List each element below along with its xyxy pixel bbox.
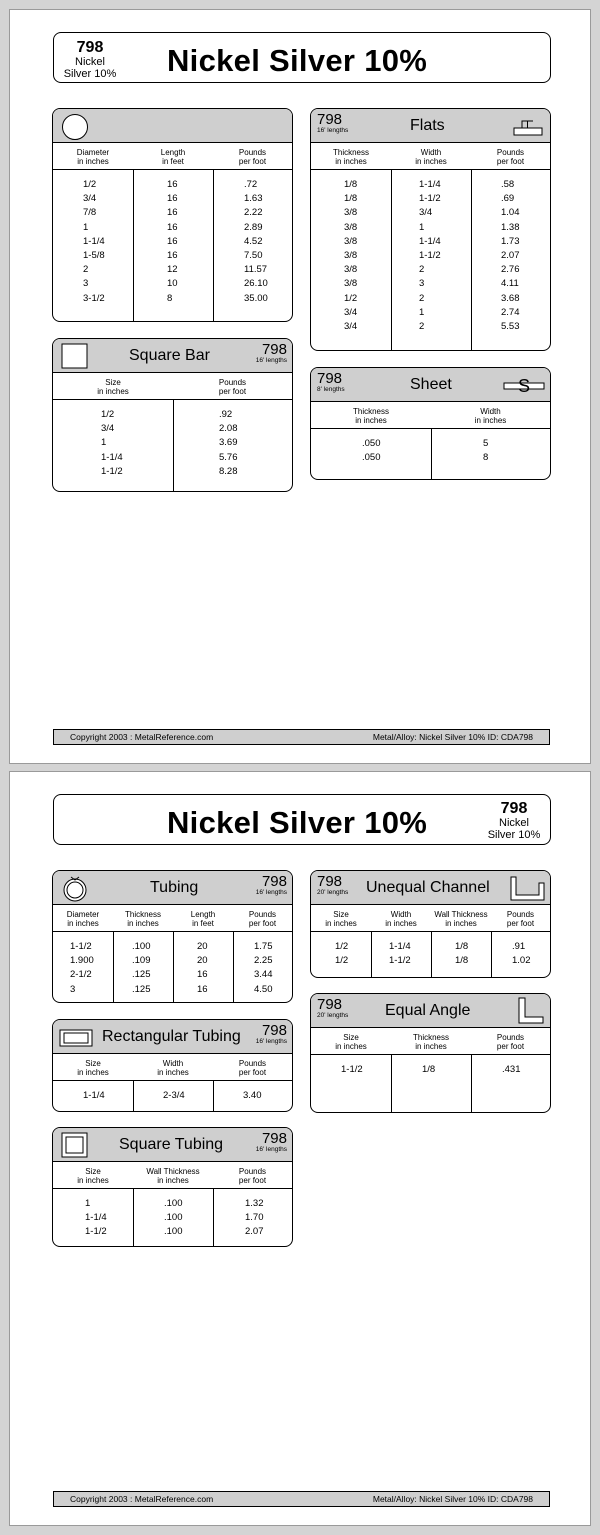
page-title: Nickel Silver 10% [167,805,428,840]
angle-icon [518,997,545,1025]
flat-bar-icon [513,118,543,138]
table-cell: 2.22 [244,207,263,219]
unequal-channel-col-size [311,932,371,977]
square-bar-col-size [53,400,173,491]
table-cell: .431 [502,1064,521,1075]
table-cell: 2-1/2 [70,969,92,981]
square-bar-id: 798 [261,341,287,358]
rectangular-tubing-card [52,1019,293,1112]
unequal-channel-col-pounds [491,932,550,977]
footer-copyright: Copyright 2003 : MetalReference.com [70,732,214,742]
col-header-diameter: Diameter in inches [66,910,100,928]
footer-alloy-id: Metal/Alloy: Nickel Silver 10% ID: CDA798 [372,1494,533,1504]
table-cell: 3/4 [101,423,115,435]
flats-table-body [311,170,550,350]
flats-col-thickness [311,170,391,350]
table-cell: 3 [83,278,89,290]
sheet-column-headers [311,403,550,429]
col-header-diameter: Diameter in inches [76,148,110,166]
alloy-name-line2: Silver 10% [487,829,541,841]
col-header-wall-thickness: Wall Thickness in inches [434,910,488,928]
rounds-column-headers [53,144,292,170]
table-cell: 2 [419,264,425,276]
square-bar-icon [61,343,89,370]
table-cell: 3.44 [254,969,273,981]
rounds-card-header [53,109,292,143]
col-header-pounds: Pounds per foot [238,148,267,166]
channel-icon [510,875,546,902]
flats-card-header [311,109,550,143]
tubing-col-thickness [113,932,173,1002]
rounds-col-pounds [213,170,292,321]
alloy-name-line1: Nickel [75,56,105,68]
page-title: Nickel Silver 10% [167,43,428,78]
square-bar-column-headers [53,374,292,400]
table-cell: 16 [167,221,178,233]
table-cell: 1/2 [344,292,358,304]
tubing-col-length [173,932,233,1002]
table-cell: 3.40 [243,1090,262,1101]
table-cell: .125 [132,983,151,995]
unequal-channel-card [310,870,551,978]
unequal-channel-title: Unequal Channel [366,879,490,896]
table-cell: 1-1/2 [419,193,441,205]
table-cell: 2 [419,292,425,304]
col-header-length: Length in feet [190,910,216,928]
square-tubing-col-wall-thickness [133,1189,213,1246]
tubing-column-headers [53,906,292,932]
col-header-size: Size in inches [335,1033,367,1051]
page-header [53,32,551,83]
square-tubing-column-headers [53,1163,292,1189]
table-cell: 3.68 [501,292,520,304]
table-cell: 2.08 [219,423,238,435]
unequal-channel-id-block [317,874,348,897]
table-cell: 1 [85,1198,91,1209]
table-cell: 1.73 [501,235,520,247]
col-header-width: Width in inches [415,148,447,166]
alloy-id-block [484,801,544,841]
rectangular-tubing-id-block [256,1023,287,1046]
table-cell: .109 [132,955,151,967]
rectangular-tubing-col-size [53,1081,133,1111]
flats-col-pounds [471,170,550,350]
tubing-col-diameter [53,932,113,1002]
table-cell: .050 [362,452,381,464]
table-cell: 1 [101,437,107,449]
table-cell: 1-1/2 [85,1226,107,1238]
table-cell: .100 [164,1198,183,1209]
table-cell: .58 [501,179,515,190]
equal-angle-col-size [311,1055,391,1112]
table-cell: .125 [132,969,151,981]
square-tubing-col-pounds [213,1189,292,1246]
table-cell: 3/8 [344,207,358,219]
datasheet-page-1 [9,9,591,764]
table-cell: 3/8 [344,235,358,247]
unequal-channel-id: 798 [317,873,343,890]
table-cell: 1.32 [245,1198,264,1209]
alloy-name-line2: Silver 10% [63,68,117,80]
table-cell: 1.900 [70,955,94,967]
unequal-channel-col-width [371,932,431,977]
square-tube-icon [61,1132,89,1159]
col-header-width: Width in inches [385,910,417,928]
col-header-size: Size in inches [77,1167,109,1185]
tubing-id-block [256,874,287,897]
table-cell: 1.70 [245,1212,264,1224]
equal-angle-card [310,993,551,1113]
table-cell: 3/4 [419,207,433,219]
flats-id: 798 [317,111,343,128]
square-bar-lengths: 16' lengths [255,357,287,364]
sheet-col-thickness [311,429,431,479]
col-header-thickness: Thickness in inches [332,148,369,166]
table-cell: 2.25 [254,955,273,967]
table-cell: 8 [483,452,489,464]
sheet-table-body [311,429,550,479]
tubing-card-header [53,871,292,905]
table-cell: 3.69 [219,437,238,449]
table-cell: 11.57 [244,264,268,276]
sheet-id-block [317,371,345,394]
unequal-channel-lengths: 20' lengths [317,889,349,896]
col-header-thickness: Thickness in inches [412,1033,449,1051]
rounds-col-diameter [53,170,133,321]
table-cell: 1-1/2 [389,955,411,967]
table-cell: 1/8 [455,955,469,967]
tubing-table-body [53,932,292,1002]
table-cell: 16 [167,235,178,247]
table-cell: 1.63 [244,193,263,205]
table-cell: 1-1/4 [83,235,105,247]
rounds-card [52,108,293,322]
table-cell: .100 [164,1212,183,1224]
rounds-table-body [53,170,292,321]
table-cell: 1 [419,306,425,318]
table-cell: .69 [501,193,515,205]
table-cell: 26.10 [244,278,268,290]
tubing-col-pounds [233,932,292,1002]
rectangular-tube-icon [59,1029,93,1047]
table-cell: 2.07 [501,250,520,262]
table-cell: 1/2 [335,941,349,952]
table-cell: 1/2 [335,955,349,967]
round-tube-icon [61,874,89,903]
equal-angle-id: 798 [317,996,343,1013]
unequal-channel-col-wall-thickness [431,932,491,977]
flats-column-headers [311,144,550,170]
table-cell: 1/2 [83,179,97,190]
equal-angle-col-thickness [391,1055,471,1112]
alloy-id-block [60,40,120,80]
col-header-width: Width in inches [474,407,507,425]
square-tubing-id: 798 [261,1130,287,1147]
page-header [53,794,551,845]
table-cell: 4.52 [244,235,263,247]
sheet-title: Sheet [410,376,452,393]
table-cell: 3/4 [344,306,358,318]
table-cell: 10 [167,278,178,290]
square-bar-col-pounds [173,400,292,491]
col-header-pounds: Pounds per foot [238,1167,267,1185]
table-cell: 1-1/2 [419,250,441,262]
table-cell: 1/8 [344,193,358,205]
col-header-pounds: Pounds per foot [238,1059,267,1077]
equal-angle-table-body [311,1055,550,1112]
equal-angle-column-headers [311,1029,550,1055]
square-tubing-card-header [53,1128,292,1162]
footer-alloy-id: Metal/Alloy: Nickel Silver 10% ID: CDA798 [372,732,533,742]
rectangular-tubing-id: 798 [261,1022,287,1039]
table-cell: 7/8 [83,207,97,219]
col-header-thickness: Thickness in inches [352,407,389,425]
table-cell: .100 [132,941,151,952]
col-header-pounds: Pounds per foot [248,910,277,928]
equal-angle-lengths: 20' lengths [317,1012,349,1019]
rectangular-tubing-col-pounds [213,1081,292,1111]
rectangular-tubing-title: Rectangular Tubing [102,1028,241,1045]
table-cell: 3/4 [83,193,97,205]
col-header-size: Size in inches [325,910,357,928]
table-cell: 12 [167,264,178,276]
table-cell: 2-3/4 [163,1090,185,1101]
col-header-pounds: Pounds per foot [218,378,247,396]
flats-title: Flats [410,117,445,134]
table-cell: 5.76 [219,451,238,463]
table-cell: 1 [83,221,89,233]
table-cell: .91 [512,941,526,952]
table-cell: 16 [167,179,178,190]
page-footer [53,1491,550,1507]
table-cell: 1 [419,221,425,233]
table-cell: 20 [197,955,208,967]
rectangular-tubing-column-headers [53,1055,292,1081]
table-cell: 1-1/2 [101,465,123,477]
table-cell: .100 [164,1226,183,1238]
rectangular-tubing-col-width [133,1081,213,1111]
alloy-name-line1: Nickel [499,817,529,829]
table-cell: 4.11 [501,278,519,290]
table-cell: .92 [219,409,233,420]
col-header-size: Size in inches [97,378,129,396]
equal-angle-card-header [311,994,550,1028]
alloy-id: 798 [76,39,104,56]
table-cell: 3/8 [344,278,358,290]
flats-col-width [391,170,471,350]
flats-lengths: 16' lengths [317,127,349,134]
table-cell: 3/8 [344,221,358,233]
footer-copyright: Copyright 2003 : MetalReference.com [70,1494,214,1504]
table-cell: 1.38 [501,221,520,233]
table-cell: 16 [197,969,208,981]
sheet-lengths: 8' lengths [317,386,345,393]
sheet-col-width [431,429,550,479]
table-cell: 1-1/4 [419,179,441,190]
col-header-thickness: Thickness in inches [124,910,161,928]
table-cell: 3/8 [344,264,358,276]
rectangular-tubing-lengths: 16' lengths [255,1038,287,1045]
sheet-id: 798 [317,370,343,387]
square-bar-card [52,338,293,492]
rounds-col-length [133,170,213,321]
table-cell: 16 [167,207,178,219]
equal-angle-col-pounds [471,1055,550,1112]
sheet-icon [503,375,545,397]
col-header-pounds: Pounds per foot [496,1033,525,1051]
table-cell: 1-1/2 [341,1064,363,1075]
table-cell: 1.04 [501,207,520,219]
rectangular-tubing-table-body [53,1081,292,1111]
table-cell: 2.76 [501,264,520,276]
col-header-pounds: Pounds per foot [506,910,535,928]
rectangular-tubing-card-header [53,1020,292,1054]
table-cell: 5.53 [501,321,520,333]
table-cell: 3/4 [344,321,358,333]
table-cell: .050 [362,438,381,449]
table-cell: 2.89 [244,221,263,233]
table-cell: 16 [167,193,178,205]
table-cell: 16 [197,983,208,995]
sheet-card [310,367,551,480]
table-cell: 3/8 [344,250,358,262]
table-cell: 5 [483,438,489,449]
table-cell: 2 [83,264,89,276]
table-cell: 1/8 [455,941,469,952]
square-tubing-lengths: 16' lengths [255,1146,287,1153]
square-tubing-card [52,1127,293,1247]
tubing-lengths: 16' lengths [255,889,287,896]
round-bar-icon [61,113,89,141]
table-cell: 3 [419,278,425,290]
table-cell: 8.28 [219,465,238,477]
table-cell: 1-1/4 [389,941,411,952]
table-cell: 1-1/2 [70,941,92,952]
unequal-channel-column-headers [311,906,550,932]
table-cell: 3-1/2 [83,292,105,304]
tubing-card [52,870,293,1003]
square-tubing-id-block [256,1131,287,1154]
unequal-channel-card-header [311,871,550,905]
table-cell: 1.75 [254,941,273,952]
sheet-card-header [311,368,550,402]
table-cell: 35.00 [244,292,268,304]
table-cell: 1-5/8 [83,250,105,262]
table-cell: 2.74 [501,306,520,318]
unequal-channel-table-body [311,932,550,977]
square-bar-card-header [53,339,292,373]
datasheet-page-2 [9,771,591,1526]
table-cell: 1-1/4 [85,1212,107,1224]
table-cell: 16 [167,250,178,262]
col-header-length: Length in feet [160,148,186,166]
table-cell: 4.50 [254,983,273,995]
svg-text:S: S [517,376,531,396]
table-cell: 7.50 [244,250,263,262]
flats-card [310,108,551,351]
table-cell: 1-1/4 [419,235,441,247]
table-cell: 3 [70,983,76,995]
equal-angle-id-block [317,997,348,1020]
equal-angle-title: Equal Angle [385,1002,471,1019]
square-tubing-col-size [53,1189,133,1246]
col-header-pounds: Pounds per foot [496,148,525,166]
square-tubing-table-body [53,1189,292,1246]
table-cell: 1/8 [344,179,358,190]
tubing-id: 798 [261,873,287,890]
table-cell: .72 [244,179,258,190]
table-cell: 1/8 [422,1064,436,1075]
table-cell: 1.02 [512,955,531,967]
table-cell: 1/2 [101,409,115,420]
table-cell: 1-1/4 [101,451,123,463]
tubing-title: Tubing [150,879,199,896]
col-header-width: Width in inches [157,1059,189,1077]
col-header-wall-thickness: Wall Thickness in inches [146,1167,200,1185]
square-tubing-title: Square Tubing [119,1136,224,1153]
square-bar-table-body [53,400,292,491]
square-bar-title: Square Bar [129,347,210,364]
alloy-id: 798 [500,800,528,817]
page-footer [53,729,550,745]
table-cell: 2.07 [245,1226,264,1238]
table-cell: 20 [197,941,208,952]
table-cell: 2 [419,321,425,333]
col-header-size: Size in inches [77,1059,109,1077]
square-bar-id-block [256,342,287,365]
flats-id-block [317,112,348,135]
table-cell: 8 [167,292,173,304]
table-cell: 1-1/4 [83,1090,105,1101]
